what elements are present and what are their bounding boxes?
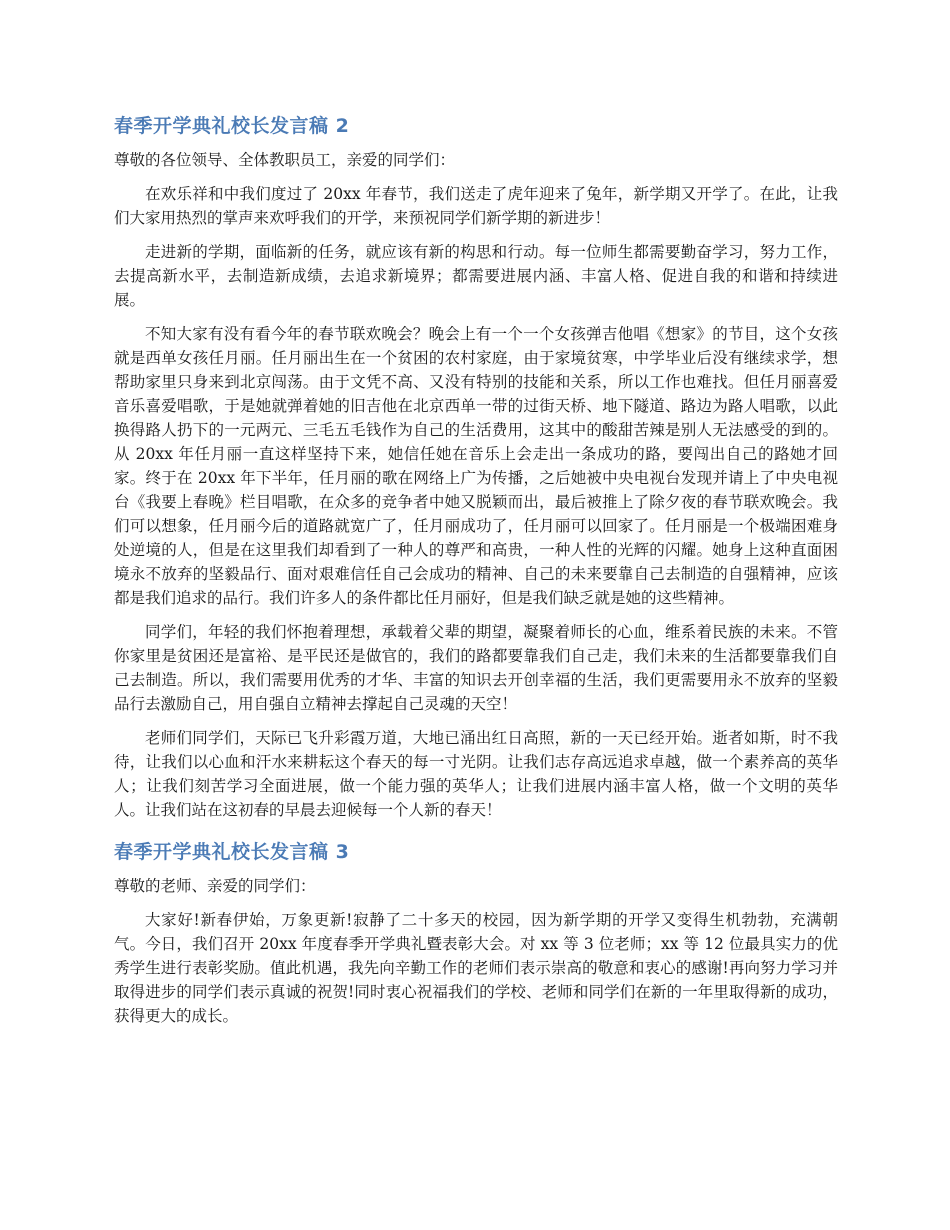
section-2-greeting: 尊敬的各位领导、全体教职员工，亲爱的同学们： [114, 151, 456, 169]
section-2-paragraph-4: 同学们，年轻的我们怀抱着理想，承载着父辈的期望，凝聚着师长的心血，维系着民族的未来。不管你家里是贫困还是富裕、是平民还是做官的，我们的路都要靠我们自己走，我们未来的生活都要靠我们自己去制造。所以，我们需要用优秀的才华、丰富的知识去开创幸福的生活，我们更需要用永不放弃的坚毅品行去激励自己，用自强自立精神去撑起自己灵魂的天空！ [114, 623, 838, 713]
section-2-paragraph-3: 不知大家有没有看今年的春节联欢晚会？晚会上有一个一个女孩弹吉他唱《想家》的节目，这个女孩就是西单女孩任月丽。任月丽出生在一个贫困的农村家庭，由于家境贫寒，中学毕业后没有继续求学，想帮助家里只身来到北京闯荡。由于文凭不高、又没有特别的技能和关系，所以工作也难找。但任月丽喜爱音乐喜爱唱歌，于是她就弹着她的旧吉他在北京西单一带的过街天桥、地下隧道、路边为路人唱歌，以此换得路人扔下的一元两元、三毛五毛钱作为自己的生活费用，这其中的酸甜苦辣是别人无法感受的到的。从 20xx 年任月丽一直这样坚持下来，她信任她在音乐上会走出一条成功的路，要闯出自己的路她才回家。终于在 20xx 年下半年，任月丽的歌在网络上广为传播，之后她被中央电视台发现并请上了中央电视台《我要上春晚》栏目唱歌，在众多的竞争者中她又脱颖而出，最后被推上了除夕夜的春节联欢晚会。我们可以想象，任月丽今后的道路就宽广了，任月丽成功了，任月丽可以回家了。任月丽是一个极端困难身处逆境的人，但是在这里我们却看到了一种人的尊严和高贵，一种人性的光辉的闪耀。她身上这种直面困境永不放弃的坚毅品行、面对艰难信任自己会成功的精神、自己的未来要靠自己去制造的自强精神，应该都是我们追求的品行。我们许多人的条件都比任月丽好，但是我们缺乏就是她的这些精神。 [114, 325, 838, 607]
section-3-paragraph-1: 大家好!新春伊始，万象更新!寂静了二十多天的校园，因为新学期的开学又变得生机勃勃，充满朝气。今日，我们召开 20xx 年度春季开学典礼暨表彰大会。对 xx 等 3 位老师；xx 等 12 位最具实力的优秀学生进行表彰奖励。值此机遇，我先向辛勤工作的老师们表示崇高的敬意和衷心的感谢!再向努力学习并取得进步的同学们表示真诚的祝贺!同时衷心祝福我们的学校、老师和同学们在新的一年里取得新的成功，获得更大的成长。 [114, 911, 838, 1025]
section-2-paragraph-5: 老师们同学们，天际已飞升彩霞万道，大地已涌出红日高照，新的一天已经开始。逝者如斯，时不我待，让我们以心血和汗水来耕耘这个春天的每一寸光阴。让我们志存高远追求卓越，做一个素养高的英华人；让我们刻苦学习全面进展，做一个能力强的英华人；让我们进展内涵丰富人格，做一个文明的英华人。让我们站在这初春的早晨去迎候每一个人新的春天！ [114, 729, 838, 819]
document-page [114, 112, 838, 1038]
section-2-paragraph-1: 在欢乐祥和中我们度过了 20xx 年春节，我们送走了虎年迎来了兔年，新学期又开学了。在此，让我们大家用热烈的掌声来欢呼我们的开学，来预祝同学们新学期的新进步！ [114, 185, 838, 227]
section-2-title: 春季开学典礼校长发言稿 2 [114, 115, 350, 137]
section-3-title: 春季开学典礼校长发言稿 3 [114, 841, 350, 863]
section-3-greeting: 尊敬的老师、亲爱的同学们： [114, 877, 316, 895]
section-2-paragraph-2: 走进新的学期，面临新的任务，就应该有新的构思和行动。每一位师生都需要勤奋学习，努力工作，去提高新水平，去制造新成绩，去追求新境界；都需要进展内涵、丰富人格、促进自我的和谐和持续进展。 [114, 243, 838, 309]
